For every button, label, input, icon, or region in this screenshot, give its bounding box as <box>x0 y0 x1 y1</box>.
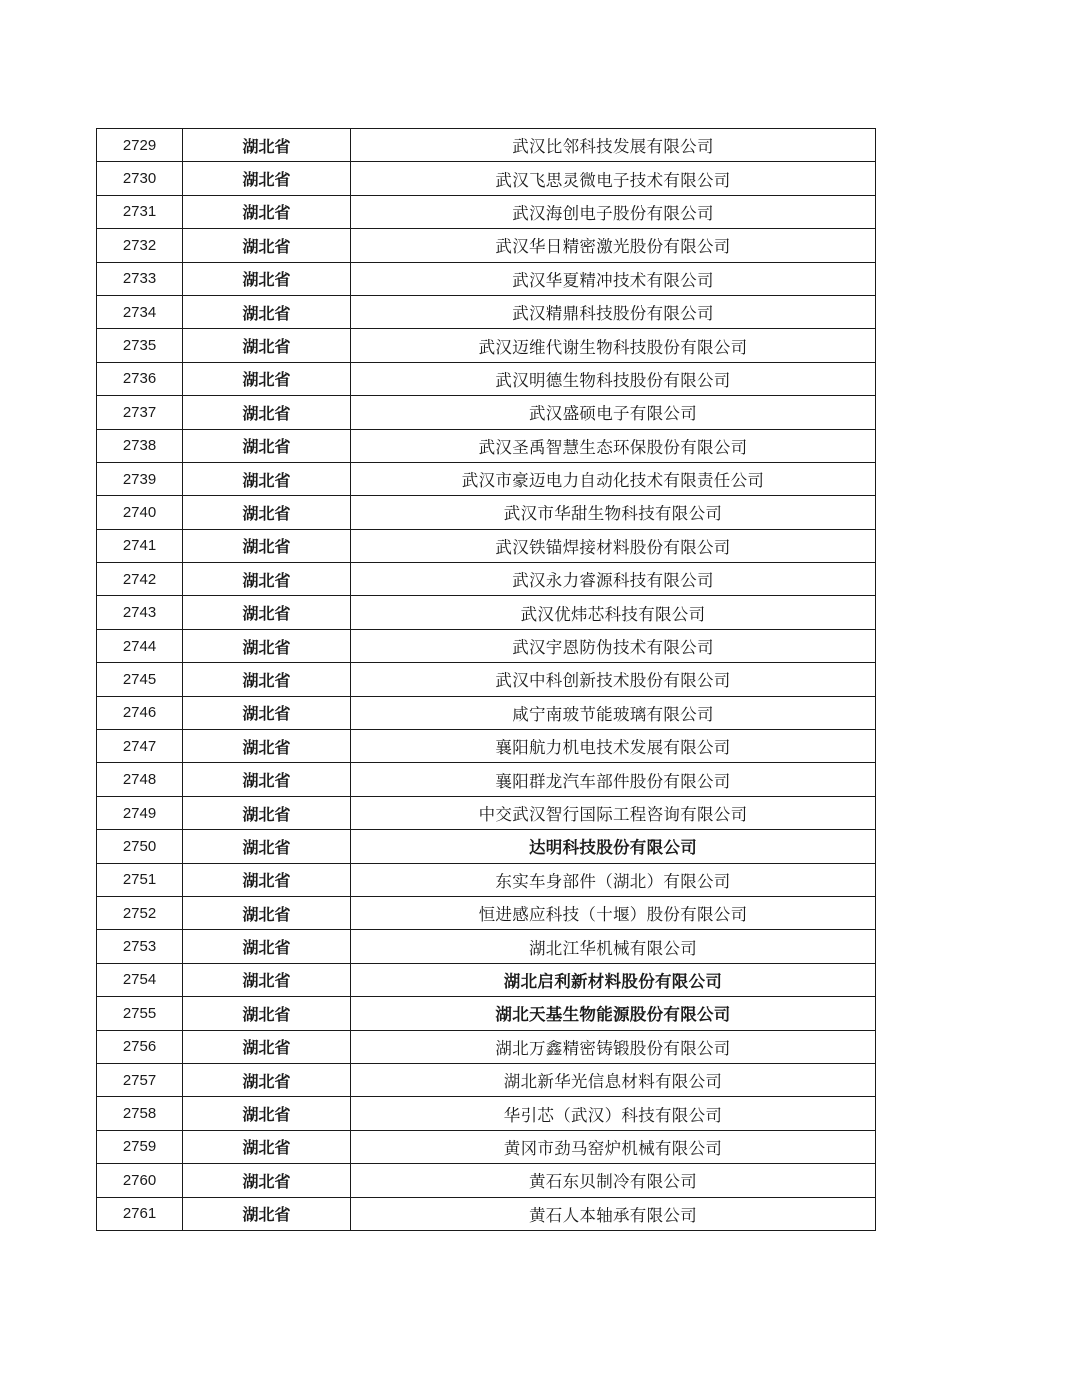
table-row <box>97 229 876 262</box>
province-cell: 湖北省 <box>183 930 351 963</box>
company-name-cell: 襄阳群龙汽车部件股份有限公司 <box>351 763 876 796</box>
province-cell: 湖北省 <box>183 1164 351 1197</box>
row-number-cell: 2733 <box>97 262 183 295</box>
province-cell: 湖北省 <box>183 963 351 996</box>
row-number-cell: 2760 <box>97 1164 183 1197</box>
company-name-cell: 黄冈市劲马窑炉机械有限公司 <box>351 1130 876 1163</box>
province-cell: 湖北省 <box>183 429 351 462</box>
row-number-cell: 2737 <box>97 396 183 429</box>
company-name-cell: 达明科技股份有限公司 <box>351 830 876 863</box>
table-row <box>97 1030 876 1063</box>
province-cell: 湖北省 <box>183 195 351 228</box>
table-row <box>97 195 876 228</box>
row-number-cell: 2753 <box>97 930 183 963</box>
row-number-cell: 2730 <box>97 162 183 195</box>
province-cell: 湖北省 <box>183 1030 351 1063</box>
row-number-cell: 2761 <box>97 1197 183 1230</box>
row-number-cell: 2736 <box>97 362 183 395</box>
province-cell: 湖北省 <box>183 1063 351 1096</box>
row-number-cell: 2758 <box>97 1097 183 1130</box>
table-row <box>97 830 876 863</box>
row-number-cell: 2732 <box>97 229 183 262</box>
row-number-cell: 2752 <box>97 896 183 929</box>
table-row <box>97 396 876 429</box>
row-number-cell: 2747 <box>97 730 183 763</box>
province-cell: 湖北省 <box>183 496 351 529</box>
row-number-cell: 2745 <box>97 663 183 696</box>
row-number-cell: 2751 <box>97 863 183 896</box>
province-cell: 湖北省 <box>183 563 351 596</box>
company-name-cell: 黄石人本轴承有限公司 <box>351 1197 876 1230</box>
company-name-cell: 武汉市豪迈电力自动化技术有限责任公司 <box>351 462 876 495</box>
company-name-cell: 武汉华夏精冲技术有限公司 <box>351 262 876 295</box>
table-row <box>97 162 876 195</box>
row-number-cell: 2754 <box>97 963 183 996</box>
province-cell: 湖北省 <box>183 295 351 328</box>
table-row <box>97 529 876 562</box>
table-row <box>97 362 876 395</box>
company-name-cell: 襄阳航力机电技术发展有限公司 <box>351 730 876 763</box>
row-number-cell: 2738 <box>97 429 183 462</box>
table-row <box>97 1063 876 1096</box>
row-number-cell: 2734 <box>97 295 183 328</box>
company-name-cell: 武汉优炜芯科技有限公司 <box>351 596 876 629</box>
row-number-cell: 2742 <box>97 563 183 596</box>
company-name-cell: 武汉迈维代谢生物科技股份有限公司 <box>351 329 876 362</box>
table-row <box>97 863 876 896</box>
company-name-cell: 黄石东贝制冷有限公司 <box>351 1164 876 1197</box>
company-name-cell: 东实车身部件（湖北）有限公司 <box>351 863 876 896</box>
province-cell: 湖北省 <box>183 462 351 495</box>
table-row <box>97 1097 876 1130</box>
company-name-cell: 湖北启利新材料股份有限公司 <box>351 963 876 996</box>
province-cell: 湖北省 <box>183 129 351 162</box>
table-row <box>97 462 876 495</box>
table-row <box>97 1197 876 1230</box>
company-name-cell: 武汉圣禹智慧生态环保股份有限公司 <box>351 429 876 462</box>
province-cell: 湖北省 <box>183 162 351 195</box>
table-row <box>97 730 876 763</box>
province-cell: 湖北省 <box>183 1097 351 1130</box>
row-number-cell: 2740 <box>97 496 183 529</box>
company-name-cell: 武汉精鼎科技股份有限公司 <box>351 295 876 328</box>
province-cell: 湖北省 <box>183 262 351 295</box>
province-cell: 湖北省 <box>183 896 351 929</box>
company-name-cell: 恒进感应科技（十堰）股份有限公司 <box>351 896 876 929</box>
province-cell: 湖北省 <box>183 396 351 429</box>
row-number-cell: 2748 <box>97 763 183 796</box>
table-row <box>97 696 876 729</box>
row-number-cell: 2757 <box>97 1063 183 1096</box>
table-row <box>97 663 876 696</box>
table-row <box>97 496 876 529</box>
company-name-cell: 武汉中科创新技术股份有限公司 <box>351 663 876 696</box>
table-row <box>97 1130 876 1163</box>
company-name-cell: 武汉宇恩防伪技术有限公司 <box>351 629 876 662</box>
company-name-cell: 武汉华日精密激光股份有限公司 <box>351 229 876 262</box>
company-name-cell: 咸宁南玻节能玻璃有限公司 <box>351 696 876 729</box>
table-row <box>97 295 876 328</box>
company-name-cell: 武汉铁锚焊接材料股份有限公司 <box>351 529 876 562</box>
province-cell: 湖北省 <box>183 329 351 362</box>
row-number-cell: 2759 <box>97 1130 183 1163</box>
province-cell: 湖北省 <box>183 229 351 262</box>
province-cell: 湖北省 <box>183 997 351 1030</box>
document-page <box>96 128 876 1231</box>
table-row <box>97 129 876 162</box>
company-name-cell: 武汉盛硕电子有限公司 <box>351 396 876 429</box>
table-row <box>97 997 876 1030</box>
table-row <box>97 329 876 362</box>
table-row <box>97 930 876 963</box>
province-cell: 湖北省 <box>183 830 351 863</box>
row-number-cell: 2731 <box>97 195 183 228</box>
company-name-cell: 中交武汉智行国际工程咨询有限公司 <box>351 796 876 829</box>
province-cell: 湖北省 <box>183 629 351 662</box>
company-name-cell: 湖北万鑫精密铸锻股份有限公司 <box>351 1030 876 1063</box>
table-row <box>97 262 876 295</box>
row-number-cell: 2739 <box>97 462 183 495</box>
company-list-table <box>96 128 876 1231</box>
province-cell: 湖北省 <box>183 796 351 829</box>
province-cell: 湖北省 <box>183 1197 351 1230</box>
company-name-cell: 武汉海创电子股份有限公司 <box>351 195 876 228</box>
table-row <box>97 596 876 629</box>
province-cell: 湖北省 <box>183 362 351 395</box>
row-number-cell: 2741 <box>97 529 183 562</box>
row-number-cell: 2749 <box>97 796 183 829</box>
row-number-cell: 2750 <box>97 830 183 863</box>
company-name-cell: 武汉永力睿源科技有限公司 <box>351 563 876 596</box>
table-row <box>97 796 876 829</box>
row-number-cell: 2755 <box>97 997 183 1030</box>
company-list-body <box>97 129 876 1231</box>
province-cell: 湖北省 <box>183 863 351 896</box>
province-cell: 湖北省 <box>183 663 351 696</box>
company-name-cell: 湖北天基生物能源股份有限公司 <box>351 997 876 1030</box>
company-name-cell: 湖北新华光信息材料有限公司 <box>351 1063 876 1096</box>
province-cell: 湖北省 <box>183 529 351 562</box>
province-cell: 湖北省 <box>183 730 351 763</box>
table-row <box>97 896 876 929</box>
province-cell: 湖北省 <box>183 596 351 629</box>
row-number-cell: 2735 <box>97 329 183 362</box>
row-number-cell: 2729 <box>97 129 183 162</box>
table-row <box>97 563 876 596</box>
table-row <box>97 629 876 662</box>
row-number-cell: 2756 <box>97 1030 183 1063</box>
table-row <box>97 429 876 462</box>
company-name-cell: 华引芯（武汉）科技有限公司 <box>351 1097 876 1130</box>
table-row <box>97 763 876 796</box>
row-number-cell: 2743 <box>97 596 183 629</box>
row-number-cell: 2746 <box>97 696 183 729</box>
table-row <box>97 963 876 996</box>
company-name-cell: 武汉明德生物科技股份有限公司 <box>351 362 876 395</box>
province-cell: 湖北省 <box>183 763 351 796</box>
company-name-cell: 湖北江华机械有限公司 <box>351 930 876 963</box>
company-name-cell: 武汉飞思灵微电子技术有限公司 <box>351 162 876 195</box>
row-number-cell: 2744 <box>97 629 183 662</box>
company-name-cell: 武汉比邻科技发展有限公司 <box>351 129 876 162</box>
province-cell: 湖北省 <box>183 696 351 729</box>
company-name-cell: 武汉市华甜生物科技有限公司 <box>351 496 876 529</box>
table-row <box>97 1164 876 1197</box>
province-cell: 湖北省 <box>183 1130 351 1163</box>
